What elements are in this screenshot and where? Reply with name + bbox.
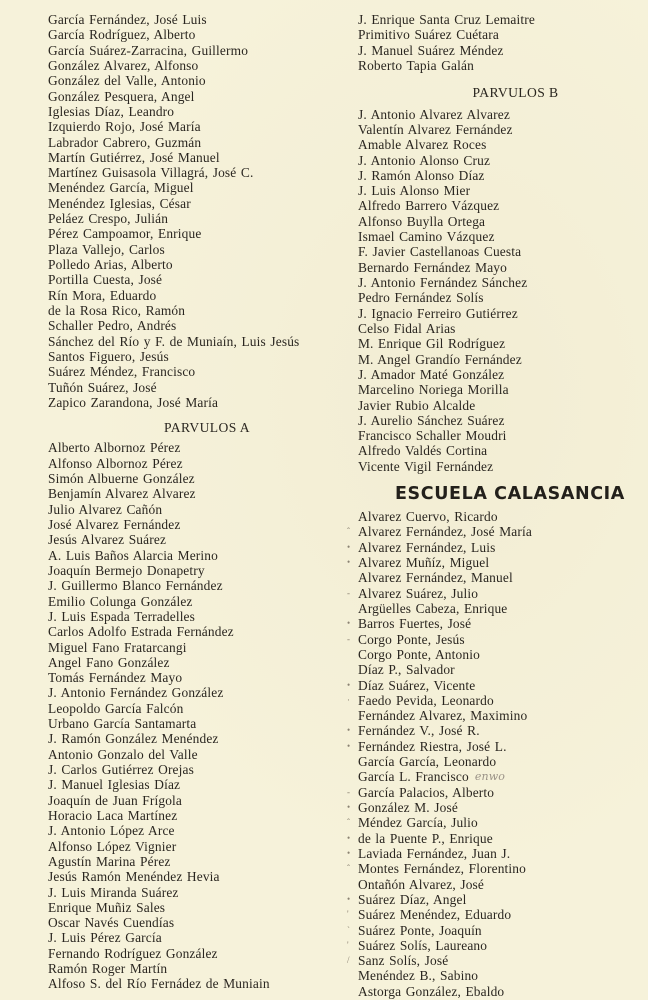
list-item	[347, 723, 643, 739]
entry-name: Fernández Riestra, José L.	[358, 738, 507, 754]
list-item: Horacio Laca Martínez	[48, 807, 178, 823]
list-item: Carlos Adolfo Estrada Fernández	[48, 624, 234, 640]
list-item: Marcelino Noriega Morilla	[358, 382, 509, 398]
list-item: García Fernández, José Luis	[48, 12, 207, 27]
list-item: Izquierdo Rojo, José María	[48, 119, 201, 135]
list-item: J. Luis Espada Terradelles	[48, 608, 196, 624]
list-item: Alfonso López Vignier	[48, 838, 177, 854]
entry-name: Barros Fuertes, José	[358, 616, 472, 632]
list-item: Valentín Alvarez Fernández	[358, 121, 513, 137]
margin-mark: ˆ	[347, 526, 351, 537]
entry-name: Fernández Alvarez, Maximino	[358, 708, 528, 724]
list-item	[347, 861, 643, 877]
list-item: Tomás Fernández Mayo	[48, 670, 183, 686]
list-item	[347, 800, 643, 815]
entry-name: González M. José	[358, 800, 458, 815]
list-item: J. Ignacio Ferreiro Gutiérrez	[358, 305, 518, 321]
list-item: Benjamín Alvarez Alvarez	[48, 486, 196, 502]
list-item: Santos Figuero, Jesús	[48, 348, 169, 364]
entry-name: García L. Francisco	[358, 769, 469, 785]
entry-name: Sanz Solís, José	[358, 953, 449, 969]
list-item: Alberto Albornoz Pérez	[48, 440, 181, 456]
list-item: J. Enrique Santa Cruz Lemaitre	[358, 12, 535, 27]
entry-name: García Palacios, Alberto	[358, 784, 495, 800]
entry-name: Suárez Solís, Laureano	[358, 937, 488, 953]
handwritten-annotation: enwo	[474, 770, 506, 784]
entry-name: Ontañón Alvarez, José	[358, 876, 485, 892]
entry-name: de la Puente P., Enrique	[358, 830, 493, 846]
list-item: Francisco Schaller Moudri	[358, 428, 507, 444]
list-item: J. Antonio Fernández Sánchez	[358, 275, 528, 290]
margin-mark: •	[347, 557, 351, 567]
list-item: M. Enrique Gil Rodríguez	[358, 336, 506, 352]
list-item: Portilla Cuesta, José	[48, 272, 163, 288]
margin-mark: •	[347, 832, 351, 843]
list-item: García Rodríguez, Alberto	[48, 27, 196, 43]
entry-name: Alvarez Fernández, Manuel	[358, 570, 513, 586]
margin-mark: •	[347, 725, 351, 736]
list-item: J. Carlos Gutiérrez Orejas	[48, 762, 194, 777]
list-item: Joaquín de Juan Frígola	[48, 792, 183, 808]
entry-name: Díaz P., Salvador	[358, 662, 455, 678]
list-item: Ramón Roger Martín	[48, 961, 168, 977]
escuela-calasancia-list	[347, 509, 643, 999]
list-item: J. Antonio Alvarez Alvarez	[358, 106, 510, 122]
entry-name: Argüelles Cabeza, Enrique	[358, 600, 508, 616]
list-item: González del Valle, Antonio	[48, 73, 206, 89]
section-heading-parvulos-b: PARVULOS B	[472, 85, 559, 101]
margin-mark: •	[347, 847, 351, 858]
list-item	[347, 677, 643, 693]
list-item: Amable Alvarez Roces	[358, 137, 487, 153]
list-item	[347, 616, 643, 632]
list-item	[347, 692, 643, 708]
list-item	[358, 708, 643, 723]
list-item	[347, 784, 643, 800]
list-item: J. Ramón Alonso Díaz	[358, 167, 485, 183]
entry-name: Alvarez Fernández, Luis	[358, 539, 496, 555]
margin-mark: ‐	[347, 587, 351, 598]
list-item: Miguel Fano Fratarcangi	[48, 639, 187, 655]
list-item: Leopoldo García Falcón	[48, 700, 184, 716]
list-item: Jesús Alvarez Suárez	[48, 532, 167, 548]
entry-name: Suárez Menéndez, Eduardo	[358, 907, 512, 923]
entry-name: Díaz Suárez, Vicente	[358, 677, 476, 693]
list-item: Oscar Navés Cuendías	[48, 915, 175, 931]
list-item	[347, 585, 643, 601]
list-item: Sánchez del Río y F. de Muniaín, Luis Jesús	[48, 333, 300, 349]
list-item	[347, 937, 643, 953]
list-item: F. Javier Castellanoas Cuesta	[358, 244, 522, 260]
section-heading-escuela-calasancia: ESCUELA CALASANCIA	[395, 484, 625, 505]
list-item: Simón Albuerne González	[48, 471, 195, 487]
entry-name: Corgo Ponte, Jesús	[358, 631, 465, 647]
list-item: Suárez Méndez, Francisco	[48, 364, 196, 380]
list-item: J. Luis Miranda Suárez	[48, 884, 179, 900]
section-heading-parvulos-a: PARVULOS A	[164, 420, 250, 436]
list-item: González Pesquera, Angel	[48, 88, 195, 104]
list-item: Alfredo Barrero Vázquez	[358, 198, 500, 214]
margin-mark: ˆ	[347, 863, 351, 874]
list-item: Primitivo Suárez Cuétara	[358, 27, 499, 43]
list-item	[347, 907, 643, 923]
entry-name: Astorga González, Ebaldo	[358, 983, 505, 999]
list-item: J. Manuel Suárez Méndez	[358, 42, 504, 58]
list-item	[358, 877, 643, 892]
list-item: A. Luis Baños Alarcia Merino	[48, 547, 218, 563]
list-item	[358, 968, 643, 983]
list-item: de la Rosa Rico, Ramón	[48, 302, 186, 318]
list-item: Pérez Campoamor, Enrique	[48, 226, 202, 242]
list-item: Pedro Fernández Solís	[358, 290, 484, 306]
list-item: Alfredo Valdés Cortina	[358, 443, 488, 459]
entry-name: Alvarez Suárez, Julio	[358, 585, 479, 601]
list-item	[347, 845, 643, 861]
list-item: Zapico Zarandona, José María	[48, 394, 219, 410]
list-item: Enrique Muñiz Sales	[48, 899, 166, 915]
list-item: García Suárez-Zarracina, Guillermo	[48, 42, 249, 58]
entry-name: Montes Fernández, Florentino	[358, 861, 526, 877]
list-item: Alfonso Albornoz Pérez	[48, 455, 183, 471]
list-item	[347, 555, 643, 570]
list-item	[358, 509, 643, 524]
right-column	[347, 12, 643, 999]
entry-name: Menéndez B., Sabino	[358, 968, 479, 984]
list-item	[347, 922, 643, 938]
list-item: J. Ramón González Menéndez	[48, 731, 219, 747]
margin-mark: •	[347, 541, 351, 552]
parvulos-a-list	[48, 440, 338, 991]
margin-mark: •	[347, 802, 351, 812]
entry-name: Alvarez Fernández, José María	[358, 524, 532, 540]
list-item: Bernardo Fernández Mayo	[358, 259, 507, 275]
list-item: Joaquín Bermejo Donapetry	[48, 562, 205, 578]
list-item: Labrador Cabrero, Guzmán	[48, 134, 202, 150]
list-item: J. Antonio Alonso Cruz	[358, 152, 491, 168]
list-item: Agustín Marina Pérez	[48, 853, 171, 869]
margin-mark: ·	[347, 694, 351, 705]
list-item: Alfoso S. del Río Fernádez de Muniain	[48, 976, 270, 992]
list-item	[347, 631, 643, 647]
entry-name: Suárez Ponte, Joaquín	[358, 922, 482, 938]
margin-mark: ‐	[347, 633, 351, 644]
list-item: Ismael Camino Vázquez	[358, 229, 495, 245]
list-item: Tuñón Suárez, José	[48, 379, 157, 395]
list-item: Javier Rubio Alcalde	[358, 397, 476, 413]
list-item	[358, 570, 643, 585]
list-item	[358, 601, 643, 616]
entry-name: García García, Leonardo	[358, 754, 497, 770]
margin-mark: /	[347, 955, 350, 966]
list-item: J. Aurelio Sánchez Suárez	[358, 412, 505, 428]
list-item: J. Guillermo Blanco Fernández	[48, 578, 223, 594]
list-item	[347, 953, 643, 969]
list-item: J. Antonio Fernández González	[48, 685, 224, 701]
margin-mark: •	[347, 740, 351, 751]
left-column	[48, 12, 338, 992]
entry-name: Corgo Ponte, Antonio	[358, 646, 480, 662]
list-item: Menéndez García, Miguel	[48, 180, 194, 196]
margin-mark: •	[347, 618, 351, 629]
list-item	[358, 662, 643, 677]
list-item	[347, 738, 643, 754]
list-item	[347, 830, 643, 846]
list-item: Fernando Rodríguez González	[48, 945, 218, 961]
list-item: M. Angel Grandío Fernández	[358, 351, 522, 367]
list-item: J. Manuel Iglesias Díaz	[48, 777, 181, 793]
list-item: Alfonso Buylla Ortega	[358, 213, 486, 229]
list-item: Peláez Crespo, Julián	[48, 211, 169, 227]
list-item	[358, 769, 643, 784]
entry-name: Laviada Fernández, Juan J.	[358, 845, 511, 861]
list-item: Roberto Tapia Galán	[358, 57, 474, 73]
margin-mark: -	[347, 786, 351, 797]
list-item: José Alvarez Fernández	[48, 517, 181, 532]
list-item: González Alvarez, Alfonso	[48, 57, 199, 73]
list-item: Urbano García Santamarta	[48, 716, 197, 732]
list-item: Polledo Arias, Alberto	[48, 257, 173, 272]
list-item: Rín Mora, Eduardo	[48, 287, 157, 303]
list-item: Menéndez Iglesias, César	[48, 195, 191, 211]
margin-mark: •	[347, 893, 351, 904]
right-group-1-list	[358, 12, 643, 73]
list-item	[358, 984, 643, 999]
entry-name: Alvarez Muñíz, Miguel	[358, 555, 490, 570]
list-item: Celso Fidal Arias	[358, 320, 456, 336]
entry-name: Fernández V., José R.	[358, 723, 480, 739]
list-item: Martín Gutiérrez, José Manuel	[48, 149, 220, 165]
list-item: Vicente Vigil Fernández	[358, 458, 494, 474]
margin-mark: '	[347, 939, 349, 950]
parvulos-b-list	[358, 107, 643, 475]
entry-name: Méndez García, Julio	[358, 815, 478, 831]
entry-name: Faedo Pevida, Leonardo	[358, 692, 494, 708]
list-item: J. Luis Alonso Mier	[358, 183, 471, 199]
list-item: Plaza Vallejo, Carlos	[48, 241, 165, 257]
list-item: J. Antonio López Arce	[48, 823, 175, 839]
list-item	[347, 815, 643, 831]
list-item: J. Amador Maté González	[358, 366, 505, 382]
list-item: Iglesias Díaz, Leandro	[48, 103, 175, 119]
entry-name: Suárez Díaz, Angel	[358, 891, 467, 907]
list-item	[347, 539, 643, 555]
margin-mark: •	[347, 679, 351, 690]
list-item: Jesús Ramón Menéndez Hevia	[48, 869, 220, 885]
list-item: J. Luis Pérez García	[48, 930, 162, 946]
margin-mark: '	[347, 909, 349, 920]
list-item: Angel Fano González	[48, 654, 170, 670]
margin-mark: ˋ	[347, 924, 351, 935]
list-item: Julio Alvarez Cañón	[48, 501, 163, 517]
entry-name: Alvarez Cuervo, Ricardo	[358, 509, 498, 525]
list-item: Martínez Guisasola Villagrá, José C.	[48, 165, 254, 181]
margin-mark: ˆ	[347, 817, 351, 828]
list-item	[347, 524, 643, 540]
list-item	[347, 891, 643, 907]
left-group-1-list	[48, 12, 338, 410]
list-item: Antonio Gonzalo del Valle	[48, 746, 198, 762]
list-item: Schaller Pedro, Andrés	[48, 318, 177, 334]
list-item	[358, 647, 643, 662]
list-item: Emilio Colunga González	[48, 593, 193, 609]
list-item	[358, 754, 643, 769]
